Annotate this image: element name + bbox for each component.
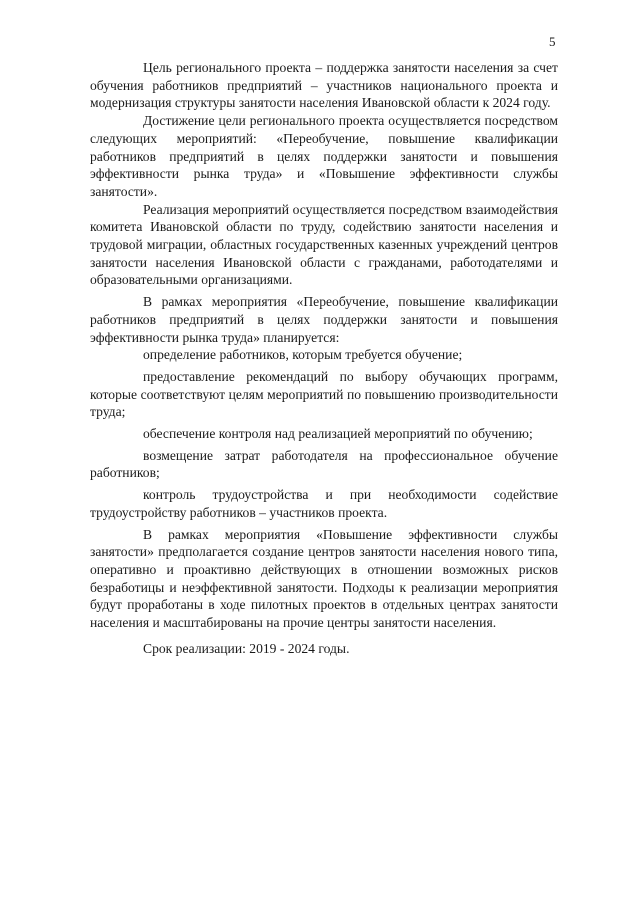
document-body <box>90 59 558 658</box>
paragraph-project-goal: Цель регионального проекта – поддержка занятости населения за счет обучения работников предприятий – участников национального проекта и модернизация структуры занятости населения Ивановской области к 2024 году. <box>90 60 558 111</box>
paragraph-employment-service: В рамках мероприятия «Повышение эффективности службы занятости» предполагается создание центров занятости населения нового типа, оперативно и проактивно действующих в отношении возможных рисков безработицы и неэффективной занятости. Подходы к реализации мероприятия будут проработаны в ходе пилотных проектов в отдельных центрах занятости населения и масштабированы на прочие центры занятости населения. <box>90 526 558 631</box>
list-item-recommendations: предоставление рекомендаций по выбору обучающих программ, которые соответствуют целям мероприятий по повышению производительности труда; <box>90 368 558 420</box>
list-item-reimbursement: возмещение затрат работодателя на профессиональное обучение работников; <box>90 447 558 481</box>
page-number: 5 <box>549 34 556 49</box>
paragraph-implementation: Реализация мероприятий осуществляется посредством взаимодействия комитета Ивановской области по труду, содействию занятости населения и трудовой миграции, областных государственных казенных учреждений центров занятости населения Ивановской области с гражданами, работодателями и образовательными организациями. <box>90 201 558 288</box>
list-item-employment-assistance: контроль трудоустройства и при необходимости содействие трудоустройству работников – участников проекта. <box>90 487 558 520</box>
paragraph-implementation-term: Срок реализации: 2019 - 2024 годы. <box>143 640 350 656</box>
list-item-identify-workers: определение работников, которым требуется обучение; <box>143 347 463 363</box>
paragraph-goal-achievement: Достижение цели регионального проекта осуществляется посредством следующих мероприятий: «Переобучение, повышение квалификации работников предприятий в целях поддержки занятости и повышения эффективности рынка труда» и «Повышение эффективности службы занятости». <box>90 113 558 199</box>
paragraph-retraining-intro: В рамках мероприятия «Переобучение, повышение квалификации работников предприятий в целях поддержки занятости и повышения эффективности рынка труда» планируется: <box>90 294 558 345</box>
list-item-control: обеспечение контроля над реализацией мероприятий по обучению; <box>143 426 533 442</box>
